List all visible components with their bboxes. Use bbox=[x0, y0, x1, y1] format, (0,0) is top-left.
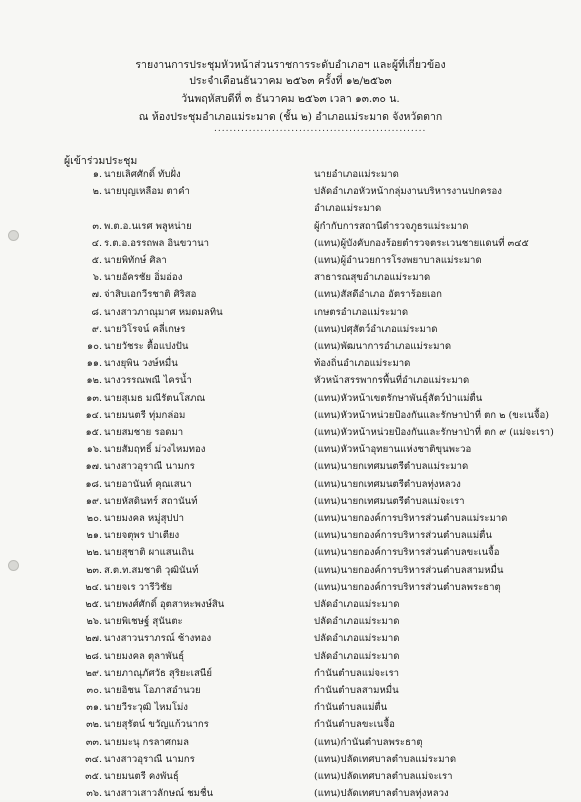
attendee-name: จ่าสิบเอกวีรชาติ ศิริสอ bbox=[104, 289, 197, 301]
attendee-number: ๑๗. bbox=[85, 461, 102, 473]
attendee-row bbox=[0, 544, 581, 561]
attendee-position: เกษตรอำเภอแม่ระมาด bbox=[314, 306, 409, 318]
attendee-row bbox=[0, 424, 581, 441]
attendee-name: พ.ต.อ.นเรศ พลูหน่าย bbox=[104, 220, 192, 232]
attendee-row bbox=[0, 476, 581, 493]
attendee-number: ๘. bbox=[91, 306, 102, 318]
attendee-name: นายสมชาย รอดมา bbox=[104, 427, 184, 438]
attendee-name: นายมนตรี คงพันธุ์ bbox=[104, 771, 179, 782]
attendee-row bbox=[0, 338, 581, 355]
attendee-position: (แทน)หัวหน้าหน่วยป้องกันและรักษาป่าที่ ตก ๒ (ขะเนจื้อ) bbox=[314, 409, 549, 421]
attendee-number: ๒๖. bbox=[86, 616, 102, 628]
attendee-name: นายเลิศศักดิ์ ทับฝั่ง bbox=[104, 169, 181, 180]
attendee-row bbox=[0, 734, 581, 751]
attendee-name: นายอานันท์ คุณเสนา bbox=[104, 478, 192, 490]
attendee-name: นายพงศ์ศักดิ์ อุตสาหะพงษ์สิน bbox=[104, 599, 225, 610]
attendee-position: (แทน)ปลัดเทศบาลตำบลแม่ระมาด bbox=[314, 753, 457, 765]
attendee-position: (แทน)หัวหน้าหน่วยป้องกันและรักษาป่าที่ ตก ๙ (แม่จะเรา) bbox=[314, 427, 554, 438]
attendee-row bbox=[0, 665, 581, 682]
attendee-row bbox=[0, 510, 581, 527]
attendee-row bbox=[0, 699, 581, 716]
attendee-row bbox=[0, 218, 581, 235]
attendee-name: นางสาวเสาวลักษณ์ ชมชื่น bbox=[104, 788, 214, 800]
attendee-row bbox=[0, 304, 581, 321]
attendee-row bbox=[0, 579, 581, 596]
attendee-position: (แทน)นายกองค์การบริหารส่วนตำบลพระธาตุ bbox=[314, 581, 501, 593]
attendee-number: ๓. bbox=[92, 220, 102, 232]
attendee-row bbox=[0, 166, 581, 183]
attendee-number: ๑๔. bbox=[85, 409, 102, 421]
attendee-name: ร.ต.อ.อรรถพล อินขวานา bbox=[104, 237, 210, 249]
attendee-row bbox=[0, 183, 581, 200]
attendee-number: ๓๐. bbox=[86, 685, 102, 696]
attendee-name: นางยุพิน วงษ์หมื่น bbox=[104, 358, 178, 370]
attendee-position: หัวหน้าสรรพากรพื้นที่อำเภอแม่ระมาด bbox=[314, 375, 470, 387]
attendee-number: ๑๘. bbox=[85, 478, 102, 490]
attendee-row bbox=[0, 200, 581, 217]
attendee-row bbox=[0, 321, 581, 338]
attendee-name: นายพิทักษ์ ศิลา bbox=[104, 255, 167, 266]
attendee-number: ๓๕. bbox=[85, 771, 102, 782]
report-title: รายงานการประชุมหัวหน้าส่วนราชการระดับอำเภอฯ และผู้ที่เกี่ยวข้อง bbox=[135, 59, 446, 71]
attendee-row bbox=[0, 648, 581, 665]
attendee-position: (แทน)นายกเทศมนตรีตำบลแม่ระมาด bbox=[314, 461, 469, 473]
attendee-row bbox=[0, 785, 581, 802]
attendee-number: ๒๓. bbox=[86, 564, 102, 576]
attendee-position: (แทน)นายกองค์การบริหารส่วนตำบลแม่ตื่น bbox=[314, 530, 492, 542]
attendee-number: ๑๐. bbox=[87, 341, 102, 352]
attendee-position: ปลัดอำเภอหัวหน้ากลุ่มงานบริหารงานปกครอง bbox=[314, 186, 502, 198]
attendee-name: นายอัครชัย อิ่มอ่อง bbox=[104, 272, 183, 284]
attendee-number: ๑๕. bbox=[85, 427, 102, 438]
attendee-row bbox=[0, 407, 581, 424]
attendee-number: ๒๙. bbox=[85, 667, 102, 679]
attendee-number: ๒๒. bbox=[86, 547, 102, 559]
attendee-name: นางสาวนราภรณ์ ช้างทอง bbox=[104, 633, 212, 645]
attendee-name: นายบุญเหลือม ตาคำ bbox=[104, 186, 190, 198]
attendee-position: (แทน)ปศุสัตว์อำเภอแม่ระมาด bbox=[314, 323, 438, 335]
attendee-number: ๒๐. bbox=[86, 513, 102, 524]
attendee-number: ๑๙. bbox=[85, 495, 102, 507]
attendee-row bbox=[0, 458, 581, 475]
attendee-position: อำเภอแม่ระมาด bbox=[314, 203, 382, 215]
attendee-name: นางสาวอุราณี นามกร bbox=[104, 461, 195, 473]
attendee-position: (แทน)ผู้อำนวยการโรงพยาบาลแม่ระมาด bbox=[314, 255, 482, 266]
meeting-venue: ณ ห้องประชุมอำเภอแม่ระมาด (ชั้น ๒) อำเภอแม่ระมาด จังหวัดตาก bbox=[138, 111, 443, 123]
attendee-number: ๗. bbox=[91, 289, 102, 301]
attendee-number: ๓๔. bbox=[85, 753, 102, 765]
attendee-name: นายวิโรจน์ คลี่เกษร bbox=[104, 323, 186, 335]
attendee-position: (แทน)นายกองค์การบริหารส่วนตำบลแม่ระมาด bbox=[314, 513, 508, 524]
attendee-name: นายอิชน โอภาสอำนวย bbox=[104, 685, 201, 696]
attendee-number: ๒๘. bbox=[85, 650, 102, 662]
attendee-row bbox=[0, 682, 581, 699]
attendee-row bbox=[0, 751, 581, 768]
attendee-row bbox=[0, 390, 581, 407]
attendee-name: นายภาณุภัศวัธ สุริยะเสนีย์ bbox=[104, 667, 212, 679]
attendee-number: ๒๕. bbox=[85, 599, 102, 610]
attendee-row bbox=[0, 768, 581, 785]
attendee-position: กำนันตำบลขะเนจื้อ bbox=[314, 719, 395, 731]
attendee-row bbox=[0, 286, 581, 303]
attendee-position: (แทน)นายกองค์การบริหารส่วนตำบลสามหมื่น bbox=[314, 564, 504, 576]
attendee-number: ๒๗. bbox=[85, 633, 102, 645]
attendee-number: ๒๔. bbox=[85, 581, 102, 593]
attendee-position: (แทน)นายกเทศมนตรีตำบลแม่จะเรา bbox=[314, 495, 465, 507]
attendee-number: ๔. bbox=[91, 237, 102, 249]
attendee-name: นายมะนุ กรลาศกมล bbox=[104, 736, 189, 748]
attendee-name: นายจเร วารีวิชัย bbox=[104, 581, 173, 593]
dotted-separator: ....................................................... bbox=[214, 124, 427, 134]
attendee-position: ปลัดอำเภอแม่ระมาด bbox=[314, 633, 400, 645]
attendee-position: กำนันตำบลแม่ตื่น bbox=[314, 702, 388, 714]
attendee-row bbox=[0, 235, 581, 252]
attendee-row bbox=[0, 269, 581, 286]
attendee-name: นายพิเชษฐ์ สุนันตะ bbox=[104, 616, 183, 628]
attendee-position: (แทน)นายกองค์การบริหารส่วนตำบลขะเนจื้อ bbox=[314, 547, 500, 559]
attendee-name: นายมงคล หมู่สุปปา bbox=[104, 513, 184, 524]
attendee-position: ผู้กำกับการสถานีตำรวจภูธรแม่ระมาด bbox=[314, 220, 469, 232]
attendee-number: ๓๓. bbox=[85, 736, 102, 748]
attendee-row bbox=[0, 441, 581, 458]
attendee-number: ๑๒. bbox=[86, 375, 102, 387]
attendee-name: นางสาวอุราณี นามกร bbox=[104, 753, 195, 765]
attendee-number: ๑๑. bbox=[86, 358, 102, 370]
attendee-row bbox=[0, 596, 581, 613]
attendee-position: (แทน)นายกเทศมนตรีตำบลทุ่งหลวง bbox=[314, 478, 461, 490]
attendee-number: ๖. bbox=[92, 272, 102, 284]
attendee-row bbox=[0, 527, 581, 544]
attendee-position: (แทน)สัสดีอำเภอ อัตราร้อยเอก bbox=[314, 289, 442, 301]
attendee-name: นางวรรณพณี ไครน้ำ bbox=[104, 375, 192, 387]
attendee-position: (แทน)ผู้บังคับกองร้อยตำรวจตระเวนชายแดนที่ ๓๔๕ bbox=[314, 237, 529, 249]
attendee-row bbox=[0, 562, 581, 579]
attendee-name: นางสาวภาณุมาศ หมดมลทิน bbox=[104, 306, 223, 318]
attendee-position: ปลัดอำเภอแม่ระมาด bbox=[314, 616, 400, 628]
attendee-number: ๕. bbox=[91, 255, 102, 266]
attendee-number: ๓๖. bbox=[86, 788, 102, 800]
attendee-number: ๙. bbox=[91, 323, 102, 335]
attendee-name: นายสัมฤทธิ์ ม่วงไหมทอง bbox=[104, 444, 206, 456]
attendee-name: นายจตุพร ปาเตียง bbox=[104, 530, 180, 542]
attendee-position: (แทน)หัวหน้าเขตรักษาพันธุ์สัตว์ป่าแม่ตื่น bbox=[314, 392, 483, 404]
attendee-number: ๑. bbox=[92, 169, 102, 180]
attendee-name: นายวีระวุฒิ ไหมโม่ง bbox=[104, 702, 188, 714]
attendee-name: นายหัสดินทร์ สถานันท์ bbox=[104, 495, 198, 507]
attendee-row bbox=[0, 252, 581, 269]
attendee-position: กำนันตำบลสามหมื่น bbox=[314, 685, 399, 696]
attendee-position: (แทน)ปลัดเทศบาลตำบลทุ่งหลวง bbox=[314, 788, 449, 800]
attendee-number: ๒๑. bbox=[86, 530, 102, 542]
attendee-position: สาธารณสุขอำเภอแม่ระมาด bbox=[314, 272, 431, 284]
attendee-position: (แทน)พัฒนาการอำเภอแม่ระมาด bbox=[314, 341, 452, 352]
attendee-row bbox=[0, 630, 581, 647]
attendee-row bbox=[0, 372, 581, 389]
attendee-row bbox=[0, 355, 581, 372]
attendee-number: ๓๑. bbox=[86, 702, 102, 714]
attendee-number: ๑๓. bbox=[86, 392, 102, 404]
attendee-position: ปลัดอำเภอแม่ระมาด bbox=[314, 650, 400, 662]
attendee-name: นายมงคล ตุลาพันธุ์ bbox=[104, 650, 185, 662]
attendee-row bbox=[0, 493, 581, 510]
meeting-month: ประจำเดือนธันวาคม ๒๕๖๓ ครั้งที่ ๑๒/๒๕๖๓ bbox=[189, 75, 392, 87]
attendee-position: กำนันตำบลแม่จะเรา bbox=[314, 667, 399, 679]
attendee-position: (แทน)กำนันตำบลพระธาตุ bbox=[314, 736, 423, 748]
attendee-position: นายอำเภอแม่ระมาด bbox=[314, 169, 399, 180]
attendee-row bbox=[0, 613, 581, 630]
attendee-number: ๑๖. bbox=[86, 444, 102, 456]
attendee-name: นายสุรัตน์ ขวัญแก้วนากร bbox=[104, 719, 209, 731]
attendee-name: นายมนตรี ทุ่มกล่อม bbox=[104, 409, 186, 421]
attendee-name: นายสุชาติ ผาแสนเถิน bbox=[104, 547, 194, 559]
attendee-number: ๓๒. bbox=[86, 719, 102, 731]
attendee-row bbox=[0, 716, 581, 733]
attendee-name: นายสุเมธ มณีรัตนโสภณ bbox=[104, 392, 206, 404]
attendee-position: (แทน)หัวหน้าอุทยานแห่งชาติขุนพะวอ bbox=[314, 444, 472, 456]
attendee-position: (แทน)ปลัดเทศบาลตำบลแม่จะเรา bbox=[314, 771, 453, 782]
meeting-datetime: วันพฤหัสบดีที่ ๓ ธันวาคม ๒๕๖๓ เวลา ๑๓.๓๐ น. bbox=[181, 93, 400, 105]
attendee-position: ปลัดอำเภอแม่ระมาด bbox=[314, 599, 400, 610]
attendee-name: ส.ต.ท.สมชาติ วุฒินันท์ bbox=[104, 564, 199, 576]
attendee-number: ๒. bbox=[92, 186, 102, 198]
attendee-position: ท้องถิ่นอำเภอแม่ระมาด bbox=[314, 358, 411, 370]
attendee-name: นายวัชระ ตื้อแปงปัน bbox=[104, 341, 189, 352]
attendees-heading: ผู้เข้าร่วมประชุม bbox=[64, 155, 138, 167]
